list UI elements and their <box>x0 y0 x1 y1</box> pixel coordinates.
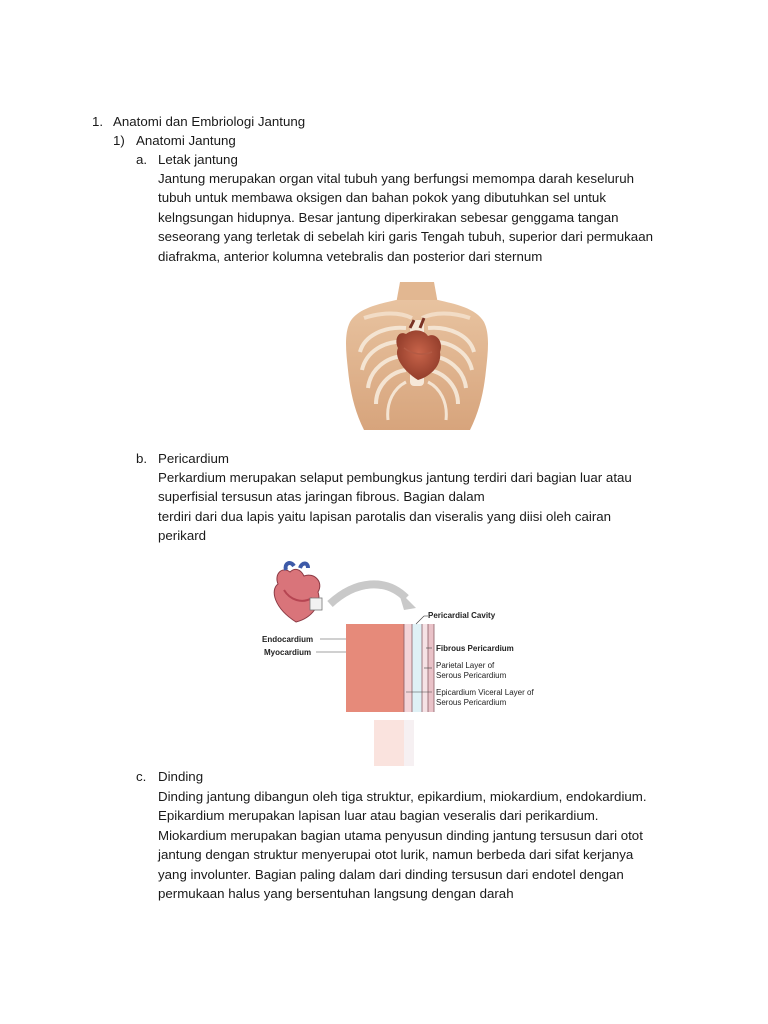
heading2-title: Anatomi Jantung <box>136 133 236 148</box>
paragraph-line: Miokardium merupakan bagian utama penyusun dinding jantung tersusun dari otot <box>158 827 643 843</box>
paragraph-line: yang involunter. Bagian paling dalam dari dinding tersusun dari endotel dengan <box>158 866 624 882</box>
section-b-title: Pericardium <box>158 451 229 466</box>
paragraph-line: Jantung merupakan organ vital tubuh yang berfungsi memompa darah keseluruh <box>158 171 635 186</box>
paragraph-line: Dinding jantung dibangun oleh tiga struktur, epikardium, miokardium, endokardium. <box>158 789 647 804</box>
section-a-title: Letak jantung <box>158 152 238 167</box>
paragraph-line: terdiri dari dua lapis yaitu lapisan parotalis dan viseralis yang diisi oleh cairan <box>158 508 612 524</box>
section-b-letter: b. <box>136 451 148 466</box>
label-parietal-layer-line1: Parietal Layer of <box>436 661 495 670</box>
section-a-paragraph <box>158 169 718 266</box>
paragraph-line: kelngsungan hidupnya. Besar jantung diperkirakan sebesar genggama tangan <box>158 209 619 225</box>
section-c-title: Dinding <box>158 769 204 784</box>
label-epicardium-line2: Serous Pericardium <box>436 698 507 707</box>
torso-heart-illustration <box>344 282 490 432</box>
label-myocardium: Myocardium <box>264 648 312 657</box>
label-fibrous-pericardium: Fibrous Pericardium <box>436 644 514 653</box>
section-b-paragraph <box>158 468 718 546</box>
heading1-number: 1. <box>92 114 104 129</box>
paragraph-line: Epikardium merupakan lapisan luar atau bagian veseralis dari perikardium. <box>158 808 599 824</box>
section-c-letter: c. <box>136 769 147 784</box>
paragraph-line: permukaan halus yang bersentuhan langsung dengan darah <box>158 886 514 902</box>
paragraph-line: diafrakma, anterior kolumna vetebralis dan posterior dari sternum <box>158 248 543 264</box>
paragraph-line: Perkardium merupakan selaput pembungkus jantung terdiri dari bagian luar atau <box>158 470 632 485</box>
pericardium-layers-diagram <box>256 560 566 770</box>
label-parietal-layer-line2: Serous Pericardium <box>436 671 507 680</box>
paragraph-line: tubuh untuk membawa oksigen dan bahan pokok yang dibutuhkan sel untuk <box>158 190 606 206</box>
section-a-letter: a. <box>136 152 148 167</box>
small-heart-icon <box>274 563 322 622</box>
section-c-paragraph <box>158 787 718 903</box>
heading2-number: 1) <box>113 133 125 148</box>
paragraph-line: seseorang yang terletak di sebelah kiri garis Tengah tubuh, superior dari permukaan <box>158 229 653 245</box>
label-endocardium: Endocardium <box>262 635 314 644</box>
paragraph-line: superfisial tersusun atas jaringan fibrous. Bagian dalam <box>158 489 485 505</box>
label-epicardium-line1: Epicardium Viceral Layer of <box>436 688 534 697</box>
paragraph-line: jantung dengan struktur menyerupai otot lurik, namun berbeda dari sifat kerjanya <box>158 847 634 863</box>
label-pericardial-cavity: Pericardial Cavity <box>428 611 496 620</box>
paragraph-line: perikard <box>158 528 207 544</box>
heading1-title: Anatomi dan Embriologi Jantung <box>113 114 306 129</box>
